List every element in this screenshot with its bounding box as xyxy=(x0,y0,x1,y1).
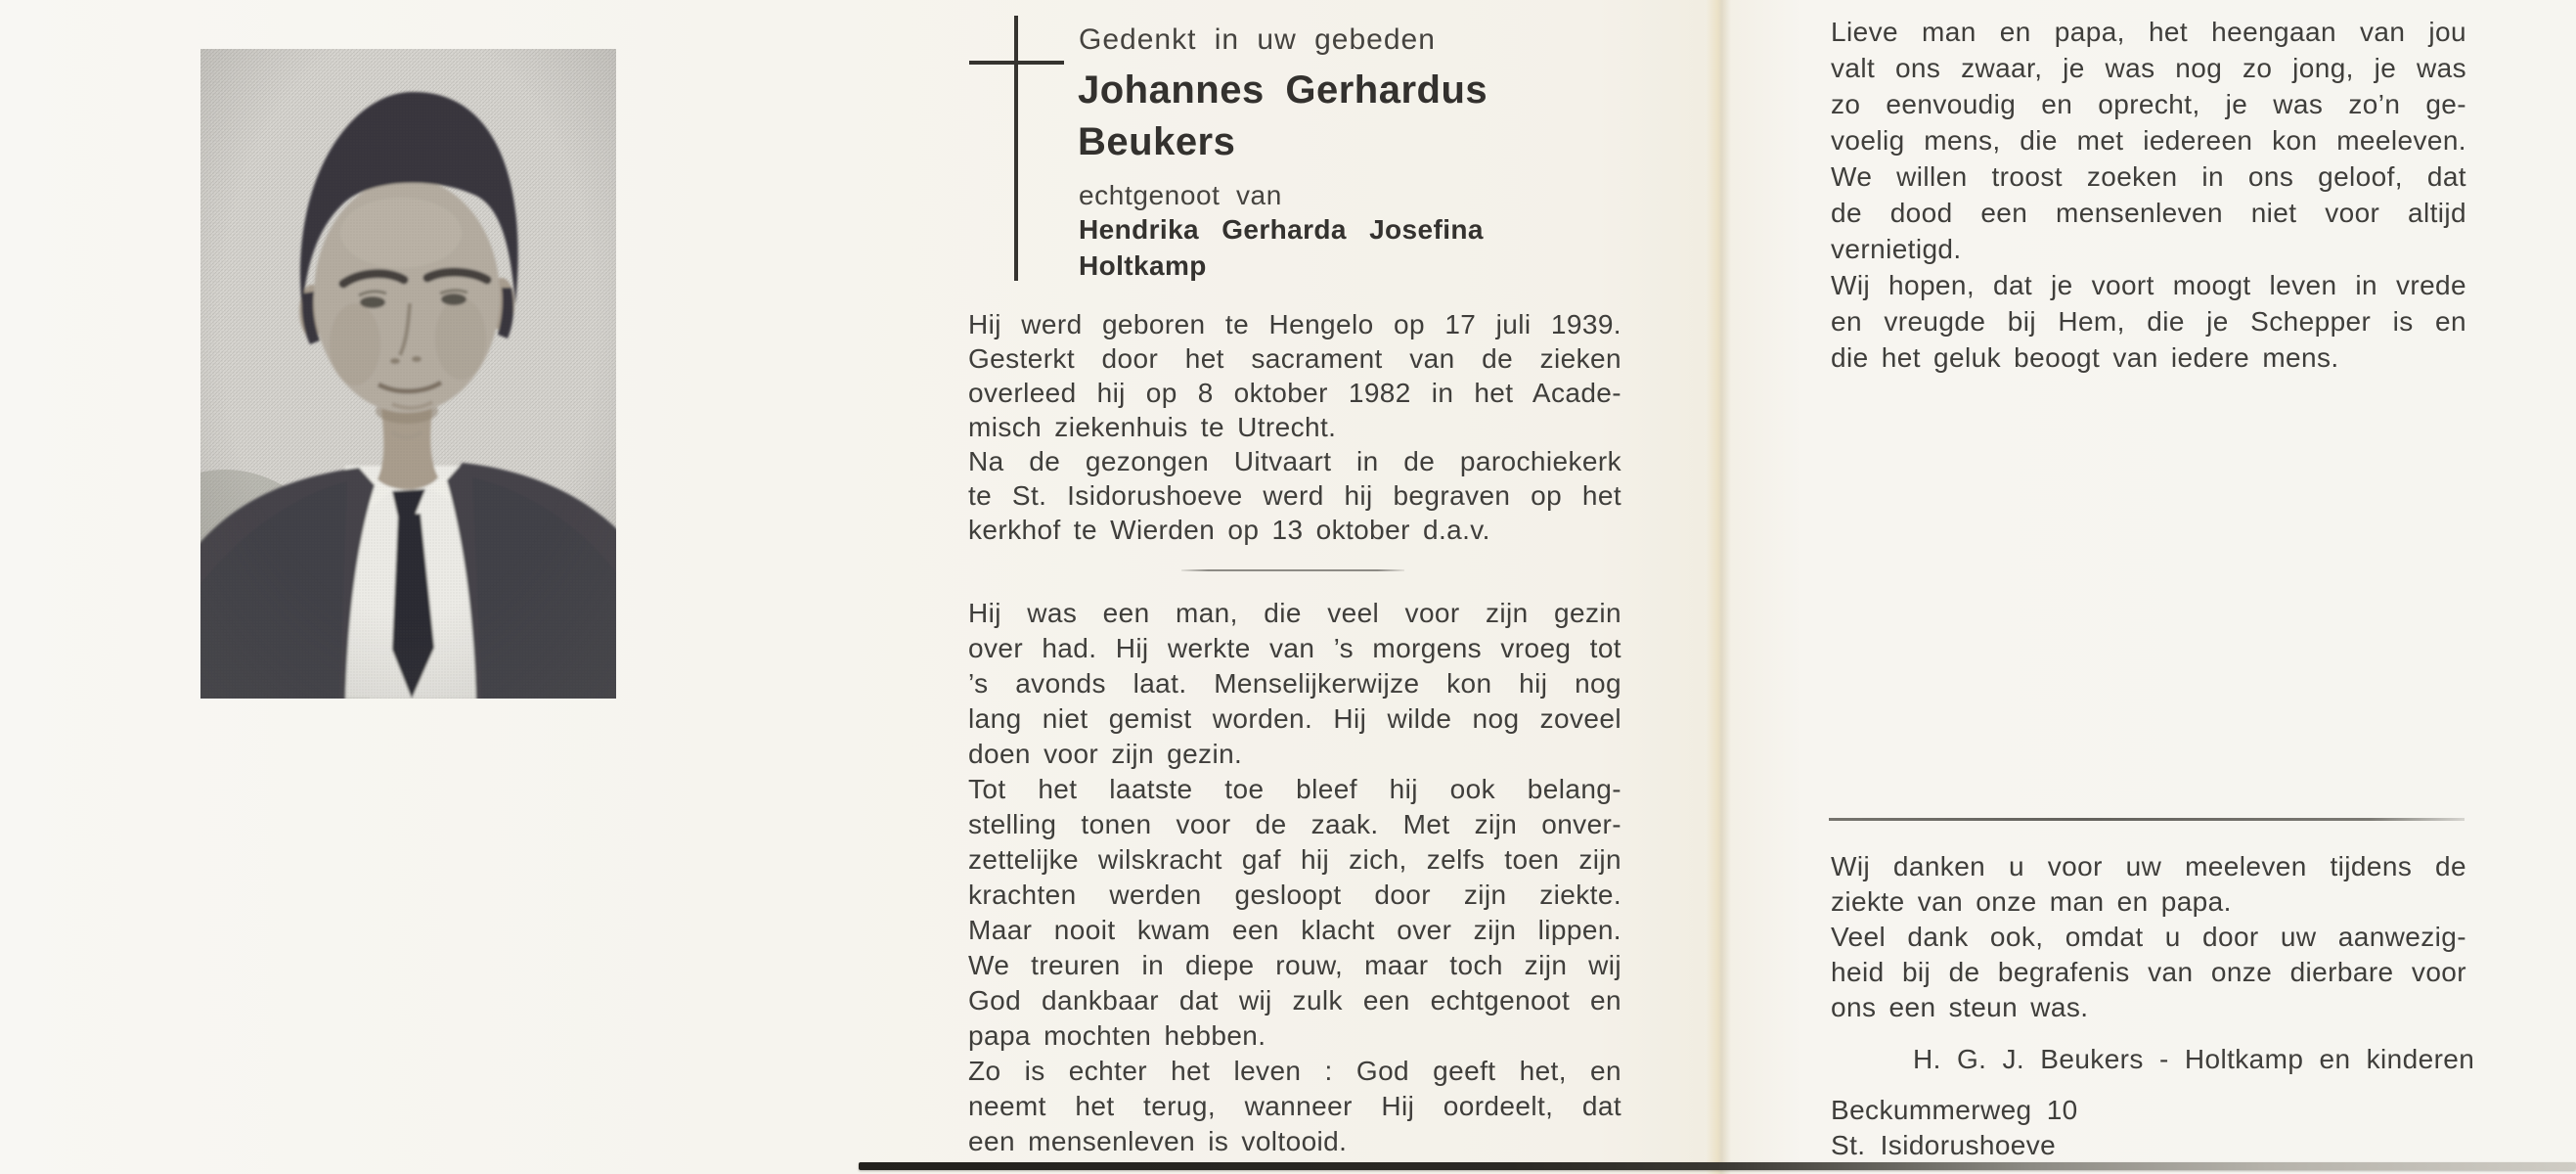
text-line: ons een steun was. xyxy=(1831,992,2089,1022)
section-divider xyxy=(1181,569,1404,571)
text-line: vernietigd. xyxy=(1831,234,1962,264)
text-line: overleed hij op 8 oktober 1982 in het Acade- xyxy=(968,378,1621,408)
address-street: Beckummerweg 10 xyxy=(1831,1095,2078,1125)
text-line: de dood een mensenleven niet voor altijd xyxy=(1831,198,2466,228)
text-line: neemt het terug, wanneer Hij oordeelt, dat xyxy=(968,1091,1621,1121)
address-block xyxy=(1831,1093,2078,1163)
text-line: misch ziekenhuis te Utrecht. xyxy=(968,412,1337,442)
text-line: We treuren in diepe rouw, maar toch zijn wij xyxy=(968,950,1621,980)
text-line: ziekte van onze man en papa. xyxy=(1831,886,2232,917)
text-line: een mensenleven is voltooid. xyxy=(968,1126,1348,1156)
section-divider xyxy=(1829,818,2465,821)
relation-label: echtgenoot van xyxy=(1079,180,1282,210)
farewell-paragraph xyxy=(1831,14,2466,376)
text-line: lang niet gemist worden. Hij wilde nog zoveel xyxy=(968,703,1621,734)
text-line: zettelijke wilskracht gaf hij zich, zelfs toen zijn xyxy=(968,844,1621,875)
text-line: stelling tonen voor de zaak. Met zijn onver- xyxy=(968,809,1621,839)
text-line: krachten werden gesloopt door zijn ziekte. xyxy=(968,880,1621,910)
text-line: Wij danken u voor uw meeleven tijdens de xyxy=(1831,851,2466,881)
text-line: Zo is echter het leven : God geeft het, en xyxy=(968,1056,1621,1086)
text-line: Maar nooit kwam een klacht over zijn lippen. xyxy=(968,915,1621,945)
memorial-intro-text: Gedenkt in uw gebeden xyxy=(1079,23,1436,56)
portrait-photo xyxy=(200,49,616,699)
portrait-photo-image xyxy=(200,49,616,699)
cross-horizontal-bar xyxy=(969,61,1064,65)
address-town: St. Isidorushoeve xyxy=(1831,1130,2057,1160)
cross-vertical-bar xyxy=(1014,16,1018,281)
text-line: Tot het laatste toe bleef hij ook belang- xyxy=(968,774,1621,804)
family-signature: H. G. J. Beukers - Holtkamp en kinderen xyxy=(1913,1044,2475,1074)
text-line: en vreugde bij Hem, die je Schepper is en xyxy=(1831,306,2466,337)
text-line: Na de gezongen Uitvaart in de parochiekerk xyxy=(968,446,1621,476)
text-line: We willen troost zoeken in ons geloof, dat xyxy=(1831,161,2466,192)
text-line: Wij hopen, dat je voort moogt leven in vrede xyxy=(1831,270,2466,300)
text-line: Hij was een man, die veel voor zijn gezin xyxy=(968,598,1621,628)
deceased-name-line2: Beukers xyxy=(1078,120,1236,163)
text-line: heid bij de begrafenis van onze dierbare voor xyxy=(1831,957,2466,987)
text-line: kerkhof te Wierden op 13 oktober d.a.v. xyxy=(968,515,1490,545)
text-line: papa mochten hebben. xyxy=(968,1020,1266,1051)
text-line: Veel dank ook, omdat u door uw aanwezig- xyxy=(1831,922,2466,952)
text-line: Gesterkt door het sacrament van de zieken xyxy=(968,343,1621,374)
text-line: valt ons zwaar, je was nog zo jong, je was xyxy=(1831,53,2466,83)
tribute-paragraph xyxy=(968,596,1621,1159)
biography-paragraph xyxy=(968,307,1621,547)
text-line: over had. Hij werkte van ’s morgens vroeg tot xyxy=(968,633,1621,663)
text-line: Lieve man en papa, het heengaan van jou xyxy=(1831,17,2466,47)
text-line: doen voor zijn gezin. xyxy=(968,739,1243,769)
deceased-name-line1: Johannes Gerhardus xyxy=(1078,68,1488,112)
card-bottom-edge xyxy=(859,1162,2576,1170)
text-line: die het geluk beoogt van iedere mens. xyxy=(1831,342,2339,373)
card-fold-crease xyxy=(1706,0,1731,1174)
spouse-name xyxy=(1079,211,1484,284)
text-line: voelig mens, die met iedereen kon meeleven. xyxy=(1831,125,2466,156)
text-line: ’s avonds laat. Menselijkerwijze kon hij nog xyxy=(968,668,1621,699)
text-line: Hij werd geboren te Hengelo op 17 juli 1939. xyxy=(968,309,1621,339)
text-line: God dankbaar dat wij zulk een echtgenoot en xyxy=(968,985,1621,1016)
spouse-name-line2: Holtkamp xyxy=(1079,250,1207,281)
acknowledgment-paragraph xyxy=(1831,849,2466,1025)
spouse-name-line1: Hendrika Gerharda Josefina xyxy=(1079,214,1484,245)
text-line: zo eenvoudig en oprecht, je was zo’n ge- xyxy=(1831,89,2466,119)
text-line: te St. Isidorushoeve werd hij begraven op het xyxy=(968,480,1621,511)
deceased-name xyxy=(1078,65,1488,168)
